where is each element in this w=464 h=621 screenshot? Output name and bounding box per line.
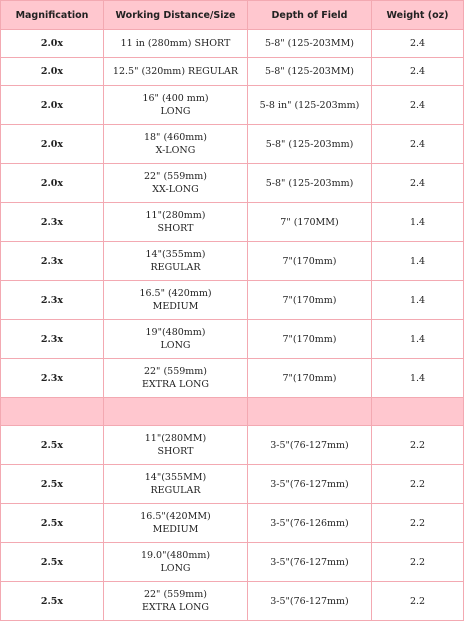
- weight-cell: 2.2: [372, 543, 464, 582]
- size-line: 11"(280MM): [144, 433, 207, 444]
- size-line: 11 in (280mm) SHORT: [120, 38, 231, 49]
- weight-cell: 1.4: [372, 281, 464, 320]
- magnification-cell: 2.3x: [0, 203, 104, 242]
- size-line: 19"(480mm): [145, 327, 206, 338]
- magnification-cell: 2.0x: [0, 164, 104, 203]
- depth-of-field-cell: 5-8" (125-203mm): [248, 125, 372, 164]
- magnification-cell: 2.5x: [0, 426, 104, 465]
- weight-cell: 2.4: [372, 58, 464, 86]
- table-row: [0, 465, 464, 504]
- working-distance-cell: [104, 125, 248, 164]
- depth-of-field-cell: 3-5"(76-127mm): [248, 543, 372, 582]
- depth-of-field-cell: 5-8" (125-203mm): [248, 164, 372, 203]
- weight-cell: 2.2: [372, 426, 464, 465]
- table-row: [0, 281, 464, 320]
- weight-cell: 2.4: [372, 30, 464, 58]
- size-line: 14"(355MM): [144, 472, 207, 483]
- size-line: EXTRA LONG: [141, 602, 210, 613]
- magnification-cell: 2.3x: [0, 359, 104, 398]
- size-line: SHORT: [157, 446, 194, 457]
- table-row: [0, 125, 464, 164]
- table-row: [0, 58, 464, 86]
- weight-cell: 1.4: [372, 359, 464, 398]
- size-line: SHORT: [157, 223, 194, 234]
- working-distance-cell: [104, 465, 248, 504]
- working-distance-cell: [104, 86, 248, 125]
- size-line: 19.0"(480mm): [140, 550, 211, 561]
- spacer-row: [0, 398, 464, 426]
- working-distance-cell: [104, 203, 248, 242]
- size-line: 16" (400 mm): [142, 93, 209, 104]
- magnification-cell: 2.5x: [0, 582, 104, 621]
- depth-of-field-cell: 7"(170mm): [248, 242, 372, 281]
- table-row: [0, 320, 464, 359]
- depth-of-field-cell: 7"(170mm): [248, 359, 372, 398]
- table-row: [0, 543, 464, 582]
- magnification-cell: 2.0x: [0, 86, 104, 125]
- depth-of-field-cell: 7" (170MM): [248, 203, 372, 242]
- size-line: 22" (559mm): [143, 589, 208, 600]
- size-line: XX-LONG: [152, 184, 199, 195]
- magnification-cell: 2.5x: [0, 543, 104, 582]
- header-weight: Weight (oz): [372, 0, 464, 30]
- size-line: 22" (559mm): [143, 171, 208, 182]
- working-distance-cell: [104, 426, 248, 465]
- depth-of-field-cell: 7"(170mm): [248, 320, 372, 359]
- weight-cell: 2.2: [372, 582, 464, 621]
- spacer-cell: [0, 398, 104, 426]
- magnification-cell: 2.0x: [0, 125, 104, 164]
- weight-cell: 2.2: [372, 504, 464, 543]
- size-line: LONG: [160, 563, 191, 574]
- magnification-cell: 2.5x: [0, 504, 104, 543]
- size-line: X-LONG: [155, 145, 196, 156]
- working-distance-cell: [104, 30, 248, 58]
- table-row: [0, 164, 464, 203]
- working-distance-cell: [104, 320, 248, 359]
- magnification-cell: 2.3x: [0, 320, 104, 359]
- working-distance-cell: [104, 543, 248, 582]
- depth-of-field-cell: 5-8 in" (125-203mm): [248, 86, 372, 125]
- table-body: [0, 30, 464, 621]
- size-line: 11"(280mm): [145, 210, 206, 221]
- weight-cell: 2.4: [372, 86, 464, 125]
- working-distance-cell: [104, 281, 248, 320]
- size-line: REGULAR: [150, 485, 201, 496]
- size-line: 22" (559mm): [143, 366, 208, 377]
- spacer-cell: [104, 398, 248, 426]
- weight-cell: 2.4: [372, 125, 464, 164]
- table-row: [0, 426, 464, 465]
- working-distance-cell: [104, 582, 248, 621]
- table-row: [0, 30, 464, 58]
- magnification-cell: 2.5x: [0, 465, 104, 504]
- magnification-cell: 2.3x: [0, 281, 104, 320]
- weight-cell: 1.4: [372, 320, 464, 359]
- header-magnification: Magnification: [0, 0, 104, 30]
- table-row: [0, 203, 464, 242]
- depth-of-field-cell: 5-8" (125-203MM): [248, 30, 372, 58]
- working-distance-cell: [104, 58, 248, 86]
- depth-of-field-cell: 3-5"(76-127mm): [248, 426, 372, 465]
- size-line: 18" (460mm): [143, 132, 208, 143]
- depth-of-field-cell: 3-5"(76-127mm): [248, 582, 372, 621]
- table-row: [0, 582, 464, 621]
- size-line: LONG: [160, 340, 191, 351]
- table-row: [0, 359, 464, 398]
- header-depth-of-field: Depth of Field: [248, 0, 372, 30]
- magnification-cell: 2.3x: [0, 242, 104, 281]
- depth-of-field-cell: 7"(170mm): [248, 281, 372, 320]
- size-line: REGULAR: [150, 262, 201, 273]
- depth-of-field-cell: 3-5"(76-126mm): [248, 504, 372, 543]
- weight-cell: 2.4: [372, 164, 464, 203]
- header-working-distance: Working Distance/Size: [104, 0, 248, 30]
- spacer-cell: [372, 398, 464, 426]
- size-line: MEDIUM: [152, 524, 199, 535]
- weight-cell: 1.4: [372, 203, 464, 242]
- size-line: 16.5" (420mm): [139, 288, 212, 299]
- working-distance-cell: [104, 359, 248, 398]
- size-line: MEDIUM: [152, 301, 199, 312]
- header-row: [0, 0, 464, 30]
- size-line: 16.5"(420MM): [140, 511, 211, 522]
- depth-of-field-cell: 3-5"(76-127mm): [248, 465, 372, 504]
- size-line: 12.5" (320mm) REGULAR: [112, 66, 239, 77]
- working-distance-cell: [104, 164, 248, 203]
- magnification-cell: 2.0x: [0, 30, 104, 58]
- depth-of-field-cell: 5-8" (125-203MM): [248, 58, 372, 86]
- magnification-cell: 2.0x: [0, 58, 104, 86]
- weight-cell: 2.2: [372, 465, 464, 504]
- working-distance-cell: [104, 504, 248, 543]
- size-line: 14"(355mm): [145, 249, 206, 260]
- spacer-cell: [248, 398, 372, 426]
- table-row: [0, 86, 464, 125]
- size-line: LONG: [160, 106, 191, 117]
- table-row: [0, 242, 464, 281]
- working-distance-cell: [104, 242, 248, 281]
- size-line: EXTRA LONG: [141, 379, 210, 390]
- table-row: [0, 504, 464, 543]
- weight-cell: 1.4: [372, 242, 464, 281]
